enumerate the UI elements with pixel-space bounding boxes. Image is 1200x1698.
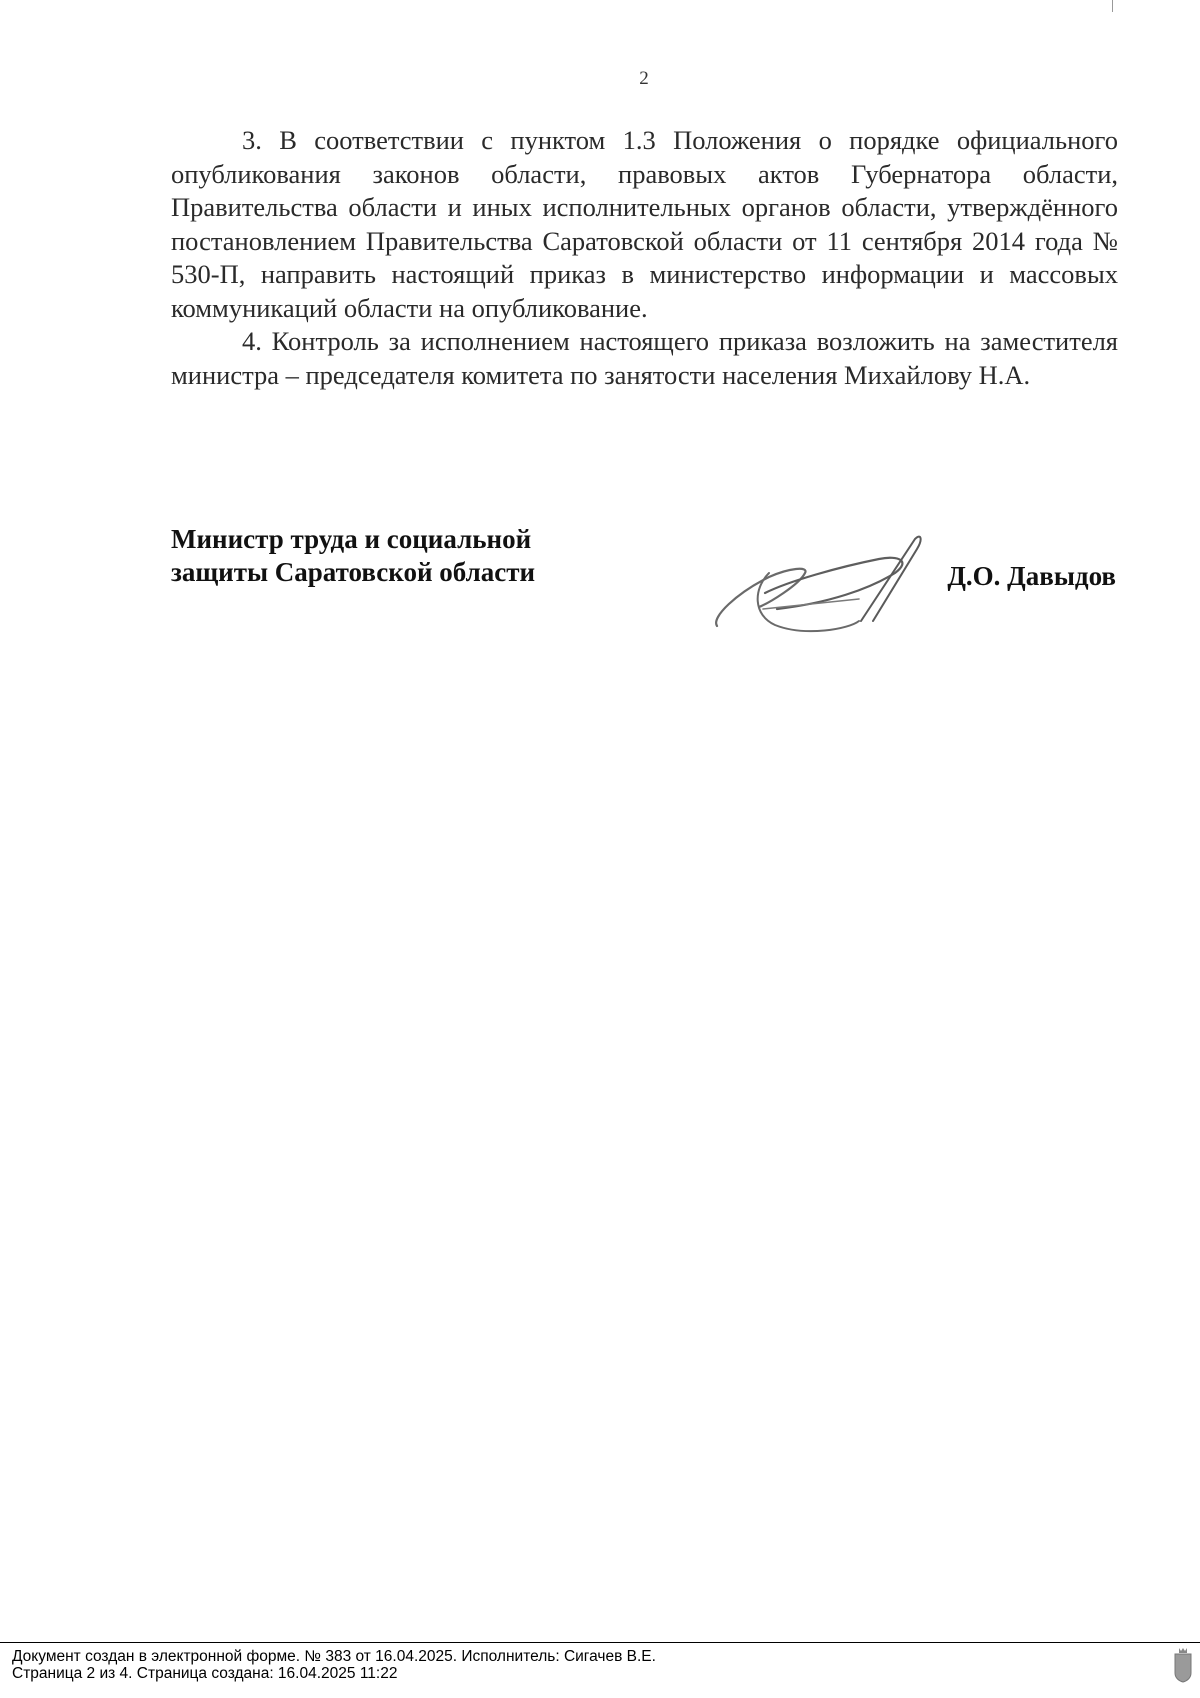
page-number: 2: [639, 68, 649, 89]
paragraph-3: 3. В соответствии с пунктом 1.3 Положения о порядке официального опубликования законов области, правовых актов Губернатора области, Правительства области и иных исполнительных органов области, утверждённого постановлением Правительства Саратовской области от 11 сентября 2014 года № 530-П, направить настоящий приказ в министерство информации и массовых коммуникаций области на опубликование.: [171, 125, 1118, 323]
signer-title: [171, 523, 535, 589]
footer-line-2: Страница 2 из 4. Страница создана: 16.04.2025 11:22: [12, 1665, 398, 1682]
signer-title-line-2: защиты Саратовской области: [171, 557, 536, 587]
signer-title-line-1: Министр труда и социальной: [171, 524, 532, 554]
scan-edge-mark: [1112, 0, 1113, 12]
handwritten-signature-icon: [709, 533, 949, 643]
document-body: [171, 124, 1118, 392]
signer-name: Д.О. Давыдов: [947, 561, 1116, 591]
paragraph-4: 4. Контроль за исполнением настоящего приказа возложить на заместителя министра – председателя комитета по занятости населения Михайлову Н.А.: [171, 326, 1118, 390]
signature-block: [171, 523, 1118, 633]
footer-divider: [0, 1642, 1200, 1643]
footer-line-1: Документ создан в электронной форме. № 383 от 16.04.2025. Исполнитель: Сигачев В.Е.: [12, 1648, 656, 1665]
coat-of-arms-icon: [1173, 1647, 1193, 1683]
document-footer: [12, 1648, 656, 1682]
